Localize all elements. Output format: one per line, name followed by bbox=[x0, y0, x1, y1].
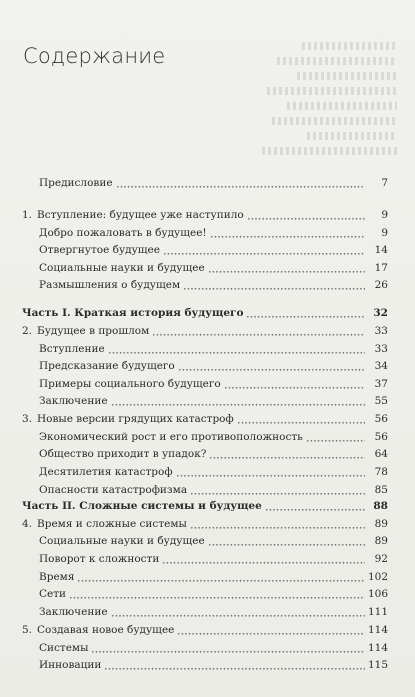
toc-section-entry[interactable] bbox=[0, 532, 415, 550]
toc-page-number: 64 bbox=[374, 448, 388, 460]
toc-entry-label: Заключение bbox=[39, 395, 108, 407]
dot-leader bbox=[209, 449, 365, 459]
toc-page-number: 92 bbox=[374, 553, 388, 565]
toc-chapter-entry[interactable] bbox=[0, 410, 415, 428]
toc-page-number: 89 bbox=[374, 518, 388, 530]
toc-entry-label: Социальные науки и будущее bbox=[39, 262, 205, 274]
dot-leader bbox=[178, 361, 365, 371]
toc-page-number: 56 bbox=[374, 431, 388, 443]
toc-entry-label: Время bbox=[39, 571, 75, 583]
toc-page-number: 106 bbox=[367, 588, 388, 600]
dot-leader bbox=[247, 210, 365, 220]
dot-leader bbox=[69, 589, 365, 599]
dot-leader bbox=[177, 625, 365, 635]
dot-leader bbox=[183, 280, 365, 290]
toc-section-entry[interactable] bbox=[0, 568, 415, 586]
toc-page-number: 26 bbox=[374, 279, 388, 291]
dot-leader bbox=[190, 485, 365, 495]
toc-section-entry[interactable] bbox=[0, 603, 415, 621]
toc-page-number: 14 bbox=[374, 244, 388, 256]
toc-page-number: 9 bbox=[381, 227, 388, 239]
toc-section-entry[interactable] bbox=[0, 340, 415, 358]
toc-part-entry[interactable] bbox=[0, 304, 415, 322]
toc-entry-label: Заключение bbox=[39, 606, 108, 618]
toc-page-number: 111 bbox=[367, 606, 388, 618]
toc-entry-label: Примеры социального будущего bbox=[39, 378, 221, 390]
toc-entry-label: Отвергнутое будущее bbox=[39, 244, 160, 256]
toc-page-number: 56 bbox=[374, 413, 388, 425]
toc-entry-label: Добро пожаловать в будущее! bbox=[39, 227, 207, 239]
toc-chapter-entry[interactable] bbox=[0, 621, 415, 639]
toc-page-number: 78 bbox=[374, 466, 388, 478]
toc-entry-label: Опасности катастрофизма bbox=[39, 484, 188, 496]
dot-leader bbox=[265, 501, 365, 511]
toc-section-entry[interactable] bbox=[0, 276, 415, 294]
toc-entry-label: Вступление bbox=[39, 343, 105, 355]
toc-page-number: 85 bbox=[374, 484, 388, 496]
toc-page-number: 17 bbox=[374, 262, 388, 274]
toc-page-number: 114 bbox=[367, 624, 388, 636]
dot-leader bbox=[208, 263, 365, 273]
toc-section-entry[interactable] bbox=[0, 174, 415, 192]
toc-section-entry[interactable] bbox=[0, 259, 415, 277]
toc-entry-label: Общество приходит в упадок? bbox=[39, 448, 207, 460]
dot-leader bbox=[111, 607, 365, 617]
dot-leader bbox=[163, 245, 365, 255]
dot-leader bbox=[210, 228, 365, 238]
dot-leader bbox=[176, 467, 365, 477]
toc-chapter-entry[interactable] bbox=[0, 322, 415, 340]
toc-section-entry[interactable] bbox=[0, 357, 415, 375]
toc-entry-label: Экономический рост и его противоположность bbox=[39, 431, 303, 443]
toc-entry-label: Время и сложные системы bbox=[37, 518, 187, 530]
page-title: Содержание bbox=[23, 44, 166, 68]
toc-entry-label: Десятилетия катастроф bbox=[39, 466, 173, 478]
toc-entry-label: Системы bbox=[39, 642, 89, 654]
toc-entry-label: Размышления о будущем bbox=[39, 279, 181, 291]
toc-section-entry[interactable] bbox=[0, 428, 415, 446]
toc-page-number: 55 bbox=[374, 395, 388, 407]
toc-page-number: 34 bbox=[374, 360, 388, 372]
toc-chapter-number: 2. bbox=[22, 325, 33, 337]
dot-leader bbox=[111, 396, 365, 406]
dot-leader bbox=[152, 326, 365, 336]
toc-entry-label: Вступление: будущее уже наступило bbox=[37, 209, 244, 221]
toc-section-entry[interactable] bbox=[0, 445, 415, 463]
toc-section-entry[interactable] bbox=[0, 241, 415, 259]
dot-leader bbox=[224, 379, 365, 389]
toc-chapter-number: 4. bbox=[22, 518, 33, 530]
dot-leader bbox=[77, 572, 365, 582]
toc-page-number: 115 bbox=[367, 659, 388, 671]
dot-leader bbox=[162, 554, 365, 564]
toc-section-entry[interactable] bbox=[0, 463, 415, 481]
toc-section-entry[interactable] bbox=[0, 550, 415, 568]
dot-leader bbox=[208, 536, 365, 546]
toc-entry-label: Поворот к сложности bbox=[39, 553, 160, 565]
toc-section-entry[interactable] bbox=[0, 224, 415, 242]
toc-entry-label: Сети bbox=[39, 588, 67, 600]
toc-entry-label: Инновации bbox=[39, 659, 102, 671]
dot-leader bbox=[108, 344, 365, 354]
toc-entry-label: Предисловие bbox=[39, 177, 113, 189]
toc-chapter-number: 3. bbox=[22, 413, 33, 425]
toc-section-entry[interactable] bbox=[0, 639, 415, 657]
dot-leader bbox=[104, 660, 365, 670]
toc-entry-label: Создавая новое будущее bbox=[37, 624, 175, 636]
dot-leader bbox=[91, 643, 364, 653]
dot-leader bbox=[246, 308, 365, 318]
toc-chapter-number: 5. bbox=[22, 624, 33, 636]
toc-page-number: 102 bbox=[367, 571, 388, 583]
toc-section-entry[interactable] bbox=[0, 375, 415, 393]
toc-page-number: 114 bbox=[367, 642, 388, 654]
toc-page-number: 33 bbox=[374, 343, 388, 355]
toc-chapter-number: 1. bbox=[22, 209, 33, 221]
dot-leader bbox=[237, 414, 365, 424]
toc-section-entry[interactable] bbox=[0, 585, 415, 603]
toc-part-entry[interactable] bbox=[0, 497, 415, 515]
toc-section-entry[interactable] bbox=[0, 392, 415, 410]
toc-page-number: 9 bbox=[381, 209, 388, 221]
dot-leader bbox=[116, 178, 365, 188]
dot-leader bbox=[306, 432, 365, 442]
toc-page-number: 33 bbox=[374, 325, 388, 337]
toc-entry-label: Социальные науки и будущее bbox=[39, 535, 205, 547]
toc-section-entry[interactable] bbox=[0, 656, 415, 674]
toc-entry-label: Часть I. Краткая история будущего bbox=[22, 307, 244, 319]
toc-entry-label: Будущее в прошлом bbox=[37, 325, 150, 337]
toc-page-number: 37 bbox=[374, 378, 388, 390]
toc-page-number: 7 bbox=[381, 177, 388, 189]
toc-chapter-entry[interactable] bbox=[0, 206, 415, 224]
toc-entry-label: Новые версии грядущих катастроф bbox=[37, 413, 234, 425]
toc-entry-label: Предсказание будущего bbox=[39, 360, 175, 372]
dot-leader bbox=[190, 519, 365, 529]
toc-page-number: 88 bbox=[373, 500, 388, 512]
toc-entry-label: Часть II. Сложные системы и будущее bbox=[22, 500, 262, 512]
toc-chapter-entry[interactable] bbox=[0, 515, 415, 533]
toc-page-number: 32 bbox=[373, 307, 388, 319]
toc-page-number: 89 bbox=[374, 535, 388, 547]
